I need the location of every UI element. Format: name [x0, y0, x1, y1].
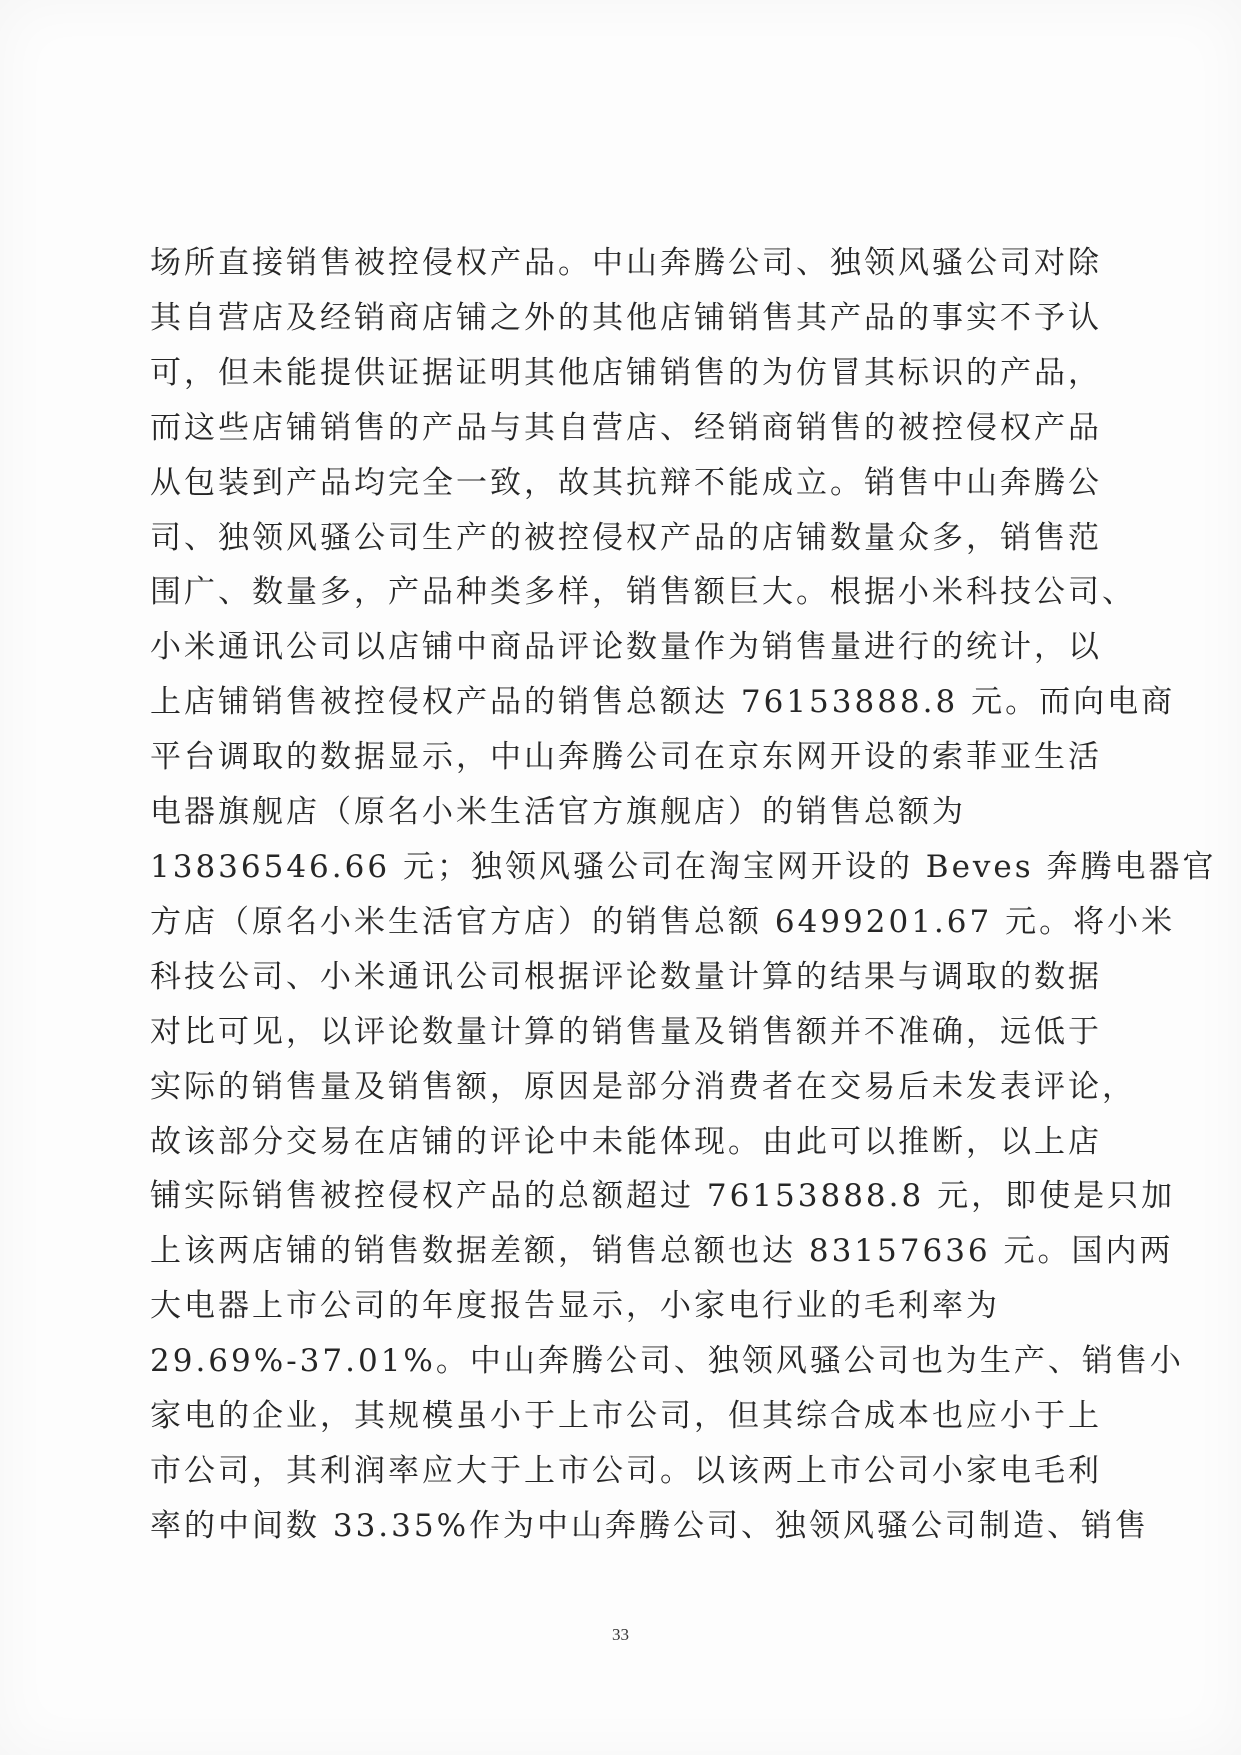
text-line: 实际的销售量及销售额，原因是部分消费者在交易后未发表评论，	[150, 1068, 1136, 1105]
text-line: 家电的企业，其规模虽小于上市公司，但其综合成本也应小于上	[150, 1398, 1102, 1435]
text-line: 可，但未能提供证据证明其他店铺销售的为仿冒其标识的产品，	[150, 354, 1102, 391]
text-line: 而这些店铺销售的产品与其自营店、经销商销售的被控侵权产品	[150, 409, 1102, 446]
text-line: 率的中间数 33.35%作为中山奔腾公司、独领风骚公司制造、销售	[150, 1507, 1150, 1544]
text-line: 29.69%-37.01%。中山奔腾公司、独领风骚公司也为生产、销售小	[150, 1343, 1184, 1380]
text-line: 司、独领风骚公司生产的被控侵权产品的店铺数量众多，销售范	[150, 519, 1102, 556]
text-line: 市公司，其利润率应大于上市公司。以该两上市公司小家电毛利	[150, 1452, 1102, 1489]
text-line: 科技公司、小米通讯公司根据评论数量计算的结果与调取的数据	[150, 958, 1102, 995]
body-paragraph	[150, 236, 1217, 1554]
text-line: 从包装到产品均完全一致，故其抗辩不能成立。销售中山奔腾公	[150, 464, 1102, 501]
page-number: 33	[612, 1625, 629, 1644]
text-line: 上该两店铺的销售数据差额，销售总额也达 83157636 元。国内两	[150, 1233, 1174, 1270]
text-line: 铺实际销售被控侵权产品的总额超过 76153888.8 元，即使是只加	[150, 1178, 1176, 1215]
text-line: 电器旗舰店（原名小米生活官方旗舰店）的销售总额为	[150, 794, 966, 831]
text-line: 方店（原名小米生活官方店）的销售总额 6499201.67 元。将小米	[150, 903, 1176, 940]
text-line: 大电器上市公司的年度报告显示，小家电行业的毛利率为	[150, 1288, 1000, 1325]
text-line: 其自营店及经销商店铺之外的其他店铺销售其产品的事实不予认	[150, 299, 1102, 336]
text-line: 场所直接销售被控侵权产品。中山奔腾公司、独领风骚公司对除	[150, 245, 1102, 281]
text-line: 故该部分交易在店铺的评论中未能体现。由此可以推断，以上店	[150, 1123, 1102, 1160]
text-line: 小米通讯公司以店铺中商品评论数量作为销售量进行的统计，以	[150, 629, 1102, 666]
text-line: 平台调取的数据显示，中山奔腾公司在京东网开设的索菲亚生活	[150, 739, 1102, 776]
text-line: 13836546.66 元；独领风骚公司在淘宝网开设的 Beves 奔腾电器官	[150, 848, 1217, 885]
text-line: 对比可见，以评论数量计算的销售量及销售额并不准确，远低于	[150, 1013, 1102, 1050]
text-line: 围广、数量多，产品种类多样，销售额巨大。根据小米科技公司、	[150, 574, 1136, 611]
text-line: 上店铺销售被控侵权产品的销售总额达 76153888.8 元。而向电商	[150, 684, 1176, 721]
